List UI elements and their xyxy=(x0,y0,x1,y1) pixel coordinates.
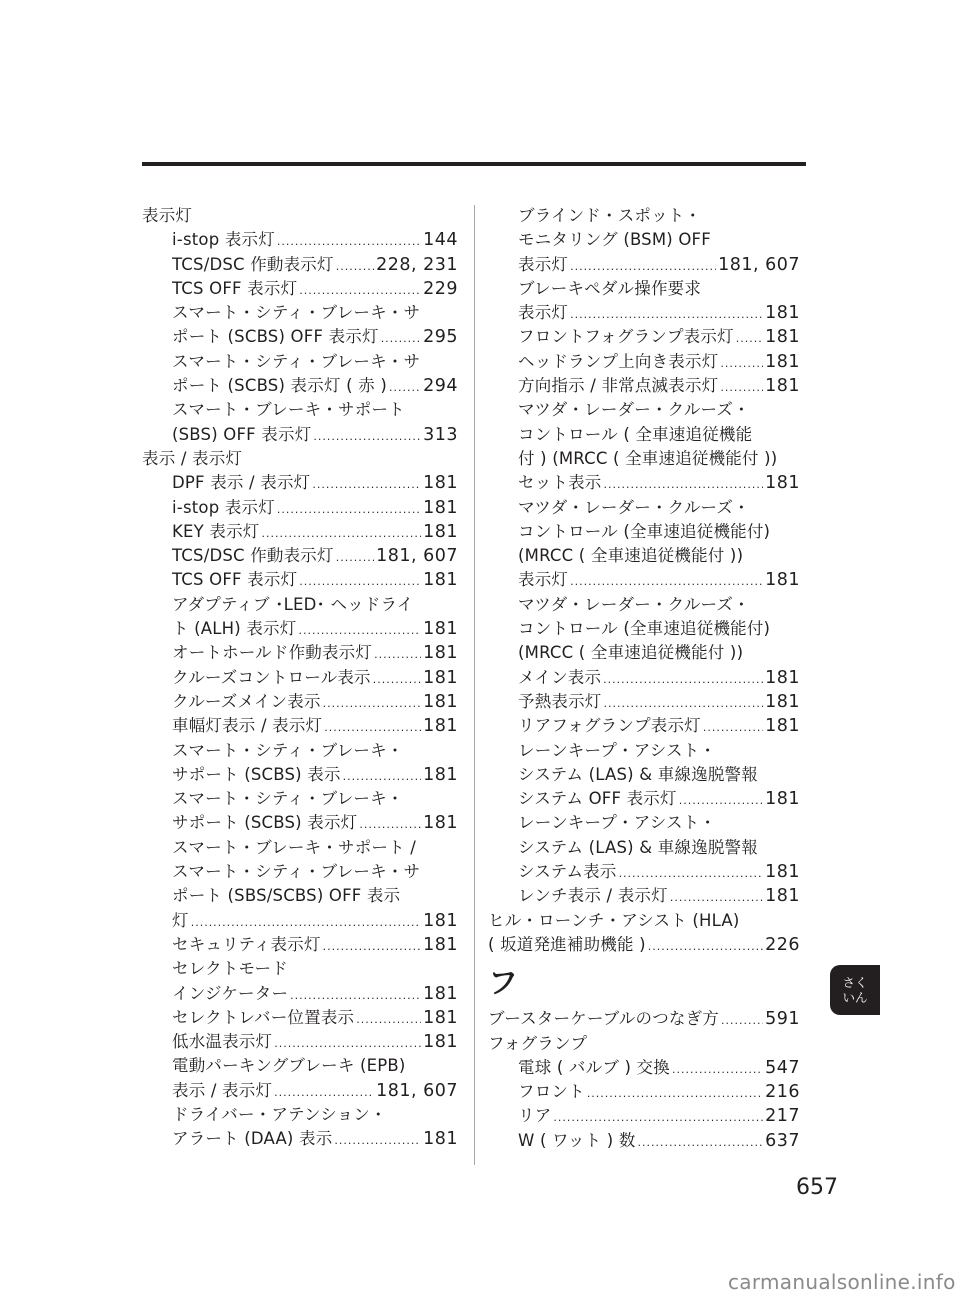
index-entry-text: フロントフォグランプ表示灯 xyxy=(518,327,734,347)
index-entry xyxy=(142,350,458,374)
index-entry-page[interactable]: 181 xyxy=(423,910,458,931)
index-entry-page[interactable]: 181 xyxy=(423,570,458,591)
index-entry-text: コントロール ( 全車速追従機能 xyxy=(518,424,753,444)
index-entry[interactable] xyxy=(142,666,458,690)
dot-leader xyxy=(389,376,421,398)
dot-leader xyxy=(679,789,763,811)
index-entry[interactable] xyxy=(142,811,458,835)
index-entry-text: フロント xyxy=(518,1082,585,1102)
index-entry[interactable] xyxy=(142,1079,458,1103)
index-entry[interactable] xyxy=(488,374,800,398)
index-entry[interactable] xyxy=(488,1129,800,1153)
index-entry-text: ポート (SCBS) OFF 表示灯 xyxy=(172,327,379,347)
index-entry xyxy=(142,301,458,325)
index-entry-page[interactable]: 229 xyxy=(423,278,458,299)
index-entry[interactable] xyxy=(488,253,800,277)
index-entry-page[interactable]: 181 xyxy=(423,1007,458,1028)
index-entry-text: (MRCC ( 全車速追従機能付 )) xyxy=(518,643,744,663)
dot-leader xyxy=(356,1008,421,1030)
dot-leader xyxy=(313,425,421,447)
index-entry xyxy=(488,228,800,252)
dot-leader xyxy=(261,522,421,544)
index-entry-text: 表示灯 xyxy=(518,254,569,274)
index-entry-text: (SBS) OFF 表示灯 xyxy=(172,424,312,444)
dot-leader xyxy=(373,668,421,690)
index-entry-text: セキュリティ表示灯 xyxy=(172,934,321,954)
dot-leader xyxy=(570,303,763,325)
index-entry xyxy=(142,398,458,422)
index-entry[interactable] xyxy=(488,568,800,592)
index-entry[interactable] xyxy=(142,520,458,544)
index-entry xyxy=(488,204,800,228)
index-entry[interactable] xyxy=(142,253,458,277)
dot-leader xyxy=(381,327,421,349)
index-entry-text: DPF 表示 / 表示灯 xyxy=(172,473,311,493)
dot-leader xyxy=(619,862,764,884)
index-entry-text: 方向指示 / 非常点滅表示灯 xyxy=(518,376,719,396)
index-entry xyxy=(488,277,800,301)
index-entry-text: TCS OFF 表示灯 xyxy=(172,278,298,298)
index-entry xyxy=(488,909,800,933)
index-column-left xyxy=(142,204,458,1152)
dot-leader xyxy=(336,546,374,568)
dot-leader xyxy=(736,327,763,349)
index-entry[interactable] xyxy=(142,909,458,933)
index-entry[interactable] xyxy=(142,714,458,738)
index-entry-text: ブレーキペダル操作要求 xyxy=(518,278,702,298)
index-entry-text: 表示灯 xyxy=(518,570,569,590)
index-entry-text: スマート・シティ・ブレーキ・サ xyxy=(172,351,421,371)
index-entry[interactable] xyxy=(142,277,458,301)
index-entry[interactable] xyxy=(142,544,458,568)
index-entry-page[interactable]: 181 xyxy=(423,497,458,518)
index-entry xyxy=(142,787,458,811)
index-entry-page[interactable]: 181 xyxy=(423,813,458,834)
dot-leader xyxy=(323,935,421,957)
index-entry xyxy=(142,836,458,860)
index-entry-page[interactable]: 181 xyxy=(765,473,800,494)
index-entry-text: 表示 / 表示灯 xyxy=(142,448,243,468)
dot-leader xyxy=(670,886,763,908)
dot-leader xyxy=(298,619,421,641)
index-entry-text: スマート・ブレーキ・サポート xyxy=(172,400,405,420)
index-section-heading: フ xyxy=(488,966,518,1002)
index-entry-text: セレクトモード xyxy=(172,959,288,979)
index-entry-text: 電動パーキングブレーキ (EPB) xyxy=(172,1056,406,1076)
index-entry[interactable] xyxy=(142,374,458,398)
index-entry-page[interactable]: 181 xyxy=(765,716,800,737)
dot-leader xyxy=(570,570,763,592)
dot-leader xyxy=(648,935,763,957)
index-entry-page[interactable]: 294 xyxy=(423,376,458,397)
index-entry-page[interactable]: 181 xyxy=(423,934,458,955)
index-entry[interactable] xyxy=(488,301,800,325)
index-entry-page[interactable]: 181 xyxy=(423,983,458,1004)
index-entry-text: 低水温表示灯 xyxy=(172,1032,273,1052)
index-entry[interactable] xyxy=(142,568,458,592)
index-entry xyxy=(142,739,458,763)
dot-leader xyxy=(570,255,716,277)
index-entry[interactable] xyxy=(488,350,800,374)
index-entry[interactable] xyxy=(488,325,800,349)
index-entry-text: (MRCC ( 全車速追従機能付 )) xyxy=(518,546,744,566)
index-entry[interactable] xyxy=(142,423,458,447)
index-entry xyxy=(142,204,458,228)
index-entry-text: 表示灯 xyxy=(142,206,193,225)
index-entry[interactable] xyxy=(488,1104,800,1128)
index-entry-page[interactable]: 181 xyxy=(765,886,800,907)
dot-leader xyxy=(299,279,421,301)
index-entry-text: コントロール (全車速追従機能付) xyxy=(518,521,771,541)
dot-leader xyxy=(359,813,421,835)
index-entry[interactable] xyxy=(142,641,458,665)
index-entry xyxy=(488,763,800,787)
index-entry-text: レーンキープ・アシスト・ xyxy=(518,740,717,760)
dot-leader xyxy=(603,668,763,690)
index-entry-page[interactable]: 181 xyxy=(423,473,458,494)
dot-leader xyxy=(604,473,764,495)
column-divider xyxy=(474,205,475,1165)
index-entry[interactable] xyxy=(488,933,800,957)
index-entry-text: レーンキープ・アシスト・ xyxy=(518,813,717,833)
index-entry[interactable] xyxy=(142,471,458,495)
index-entry-text: インジケーター xyxy=(172,983,289,1003)
index-entry-text: クルーズコントロール表示 xyxy=(172,667,371,687)
index-entry-text: 電球 ( バルブ ) 交換 xyxy=(518,1057,670,1077)
dot-leader xyxy=(336,255,374,277)
dot-leader xyxy=(343,765,421,787)
index-entry-text: マツダ・レーダー・クルーズ・ xyxy=(518,594,750,614)
index-entry[interactable] xyxy=(142,933,458,957)
dot-leader xyxy=(672,1058,763,1080)
index-entry-text: ポート (SBS/SCBS) OFF 表示 xyxy=(172,886,401,906)
index-entry-text: TCS OFF 表示灯 xyxy=(172,570,298,590)
index-entry xyxy=(142,1103,458,1127)
index-entry-text: 車幅灯表示 / 表示灯 xyxy=(172,716,323,736)
index-side-tab[interactable] xyxy=(830,965,880,1015)
index-entry-page[interactable]: 181 xyxy=(765,691,800,712)
index-entry-text: レンチ表示 / 表示灯 xyxy=(518,886,668,906)
index-entry xyxy=(488,836,800,860)
index-entry-page[interactable]: 181, 607 xyxy=(376,1080,458,1101)
index-entry-text: マツダ・レーダー・クルーズ・ xyxy=(518,497,750,517)
index-entry-page[interactable]: 181 xyxy=(423,1032,458,1053)
index-entry-text: i-stop 表示灯 xyxy=(172,230,275,250)
index-entry[interactable] xyxy=(488,714,800,738)
index-entry-text: サポート (SCBS) 表示灯 xyxy=(172,813,358,833)
index-entry[interactable] xyxy=(142,1030,458,1054)
index-entry xyxy=(488,447,800,471)
dot-leader xyxy=(274,1081,374,1103)
index-entry xyxy=(142,884,458,908)
dot-leader xyxy=(720,376,763,398)
index-entry-text: リアフォグランプ表示灯 xyxy=(518,716,701,736)
index-entry-page[interactable]: 181 xyxy=(765,570,800,591)
index-entry-page[interactable]: 181 xyxy=(765,327,800,348)
index-entry-page[interactable]: 591 xyxy=(765,1009,800,1030)
index-entry-text: セット表示 xyxy=(518,473,602,493)
side-tab-line-1: さく xyxy=(842,975,868,990)
index-entry-page[interactable]: 181 xyxy=(765,789,800,810)
index-entry[interactable] xyxy=(142,617,458,641)
index-entry-text: システム (LAS) & 車線逸脱警報 xyxy=(518,764,758,784)
dot-leader xyxy=(312,473,421,495)
dot-leader xyxy=(334,1129,421,1151)
index-entry-text: KEY 表示灯 xyxy=(172,521,260,541)
index-entry-page[interactable]: 228, 231 xyxy=(376,254,458,275)
index-entry[interactable] xyxy=(142,496,458,520)
index-entry-text: モニタリング (BSM) OFF xyxy=(518,230,711,250)
dot-leader xyxy=(720,352,763,374)
index-entry-text: ポート (SCBS) 表示灯 ( 赤 ) xyxy=(172,376,387,396)
index-entry[interactable] xyxy=(488,1056,800,1080)
index-entry-text: 表示 / 表示灯 xyxy=(172,1080,273,1100)
top-rule xyxy=(142,162,806,166)
dot-leader xyxy=(277,498,421,520)
index-entry-text: フォグランプ xyxy=(488,1033,588,1053)
dot-leader xyxy=(703,716,763,738)
index-entry[interactable] xyxy=(488,787,800,811)
index-entry-text: TCS/DSC 作動表示灯 xyxy=(172,254,334,274)
dot-leader xyxy=(274,1032,421,1054)
index-entry-text: システム OFF 表示灯 xyxy=(518,789,677,809)
index-entry-page[interactable]: 637 xyxy=(765,1130,800,1151)
index-entry xyxy=(488,739,800,763)
index-entry-text: ドライバー・アテンション・ xyxy=(172,1104,387,1124)
index-entry xyxy=(488,544,800,568)
index-entry[interactable] xyxy=(142,1006,458,1030)
index-entry[interactable] xyxy=(488,471,800,495)
dot-leader xyxy=(587,1082,763,1104)
index-entry xyxy=(488,811,800,835)
dot-leader xyxy=(323,692,421,714)
index-entry-text: リア xyxy=(518,1106,552,1126)
index-entry-text: ( 坂道発進補助機能 ) xyxy=(488,934,646,954)
index-entry-text: W ( ワット ) 数 xyxy=(518,1130,636,1150)
index-entry xyxy=(488,641,800,665)
index-entry-text: スマート・シティ・ブレーキ・サ xyxy=(172,303,421,323)
index-entry-text: ヘッドランプ上向き表示灯 xyxy=(518,351,719,371)
index-entry-page[interactable]: 181 xyxy=(423,619,458,640)
dot-leader xyxy=(374,643,421,665)
index-entry[interactable] xyxy=(488,860,800,884)
dot-leader xyxy=(299,570,421,592)
index-entry xyxy=(488,593,800,617)
index-entry-page[interactable]: 181 xyxy=(423,521,458,542)
index-entry-page[interactable]: 181 xyxy=(765,376,800,397)
index-entry xyxy=(142,593,458,617)
dot-leader xyxy=(277,230,421,252)
index-entry-page[interactable]: 181 xyxy=(423,716,458,737)
index-entry-text: 灯 xyxy=(172,910,189,930)
index-entry xyxy=(142,860,458,884)
index-entry-text: ヒル・ローンチ・アシスト (HLA) xyxy=(488,910,740,930)
index-entry-text: マツダ・レーダー・クルーズ・ xyxy=(518,400,750,420)
index-entry-text: TCS/DSC 作動表示灯 xyxy=(172,546,334,566)
index-entry-page[interactable]: 181 xyxy=(423,691,458,712)
index-column-right xyxy=(488,204,800,1153)
dot-leader xyxy=(604,692,764,714)
index-entry-text: ト (ALH) 表示灯 xyxy=(172,619,297,639)
index-entry-page[interactable]: 181 xyxy=(765,862,800,883)
index-entry-page[interactable]: 181 xyxy=(423,1129,458,1150)
index-entry-text: i-stop 表示灯 xyxy=(172,497,275,517)
index-entry xyxy=(142,1054,458,1078)
index-entry-page[interactable]: 216 xyxy=(765,1082,800,1103)
index-entry[interactable] xyxy=(488,1080,800,1104)
index-entry[interactable] xyxy=(142,325,458,349)
index-entry-text: メイン表示 xyxy=(518,667,602,687)
index-entry-page[interactable]: 181, 607 xyxy=(376,546,458,567)
dot-leader xyxy=(638,1131,764,1153)
watermark: carmanualsonline.info xyxy=(728,1270,956,1294)
index-entry-page[interactable]: 181 xyxy=(423,667,458,688)
index-entry-text: 予熱表示灯 xyxy=(518,691,602,711)
index-entry-text: 表示灯 xyxy=(518,303,569,323)
index-entry-text: セレクトレバー位置表示 xyxy=(172,1007,355,1027)
index-entry-page[interactable]: 226 xyxy=(765,934,800,955)
index-entry-text: ブラインド・スポット・ xyxy=(518,206,702,225)
index-entry[interactable] xyxy=(488,690,800,714)
index-entry xyxy=(488,520,800,544)
index-entry-text: ブースターケーブルのつなぎ方 xyxy=(488,1009,719,1029)
index-entry-page[interactable]: 313 xyxy=(423,424,458,445)
index-entry-page[interactable]: 181 xyxy=(423,643,458,664)
index-entry-page[interactable]: 217 xyxy=(765,1106,800,1127)
index-entry-text: クルーズメイン表示 xyxy=(172,691,321,711)
index-entry[interactable] xyxy=(142,1127,458,1151)
index-entry-page[interactable]: 181 xyxy=(765,667,800,688)
index-entry-text: アダプティブ ･LED･ ヘッドライ xyxy=(172,594,414,614)
page-number: 657 xyxy=(796,1175,838,1200)
index-entry-text: コントロール (全車速追従機能付) xyxy=(518,619,771,639)
index-entry[interactable] xyxy=(488,1007,800,1031)
index-entry-text: スマート・シティ・ブレーキ・ xyxy=(172,740,404,760)
index-entry[interactable] xyxy=(488,884,800,908)
index-entry-page[interactable]: 181 xyxy=(423,764,458,785)
index-entry-text: システム表示 xyxy=(518,862,617,882)
side-tab-line-2: いん xyxy=(842,990,868,1005)
dot-leader xyxy=(290,984,421,1006)
index-entry xyxy=(142,957,458,981)
index-entry-page[interactable]: 181, 607 xyxy=(718,254,800,275)
dot-leader xyxy=(553,1106,763,1128)
dot-leader xyxy=(324,716,421,738)
index-entry[interactable] xyxy=(488,666,800,690)
index-entry-page[interactable]: 295 xyxy=(423,327,458,348)
index-entry-text: アラート (DAA) 表示 xyxy=(172,1129,333,1149)
index-entry[interactable] xyxy=(142,690,458,714)
dot-leader xyxy=(721,1009,763,1031)
index-entry-text: システム (LAS) & 車線逸脱警報 xyxy=(518,837,758,857)
index-entry-text: サポート (SCBS) 表示 xyxy=(172,764,341,784)
index-entry-page[interactable]: 547 xyxy=(765,1057,800,1078)
index-entry[interactable] xyxy=(142,982,458,1006)
index-entry xyxy=(488,496,800,520)
index-entry xyxy=(488,398,800,422)
index-entry-text: オートホールド作動表示灯 xyxy=(172,643,373,663)
index-entry[interactable] xyxy=(142,228,458,252)
index-entry-text: 付 ) (MRCC ( 全車速追従機能付 )) xyxy=(518,448,778,468)
index-entry xyxy=(488,617,800,641)
index-entry-page[interactable]: 144 xyxy=(423,230,458,251)
index-entry xyxy=(488,1032,800,1056)
index-entry xyxy=(142,447,458,471)
index-entry-page[interactable]: 181 xyxy=(765,303,800,324)
index-entry-text: スマート・シティ・ブレーキ・ xyxy=(172,789,404,809)
index-entry-page[interactable]: 181 xyxy=(765,351,800,372)
index-entry[interactable] xyxy=(142,763,458,787)
index-entry xyxy=(488,423,800,447)
index-entry-text: スマート・シティ・ブレーキ・サ xyxy=(172,862,421,882)
index-entry-text: スマート・ブレーキ・サポート / xyxy=(172,837,417,857)
dot-leader xyxy=(191,911,421,933)
